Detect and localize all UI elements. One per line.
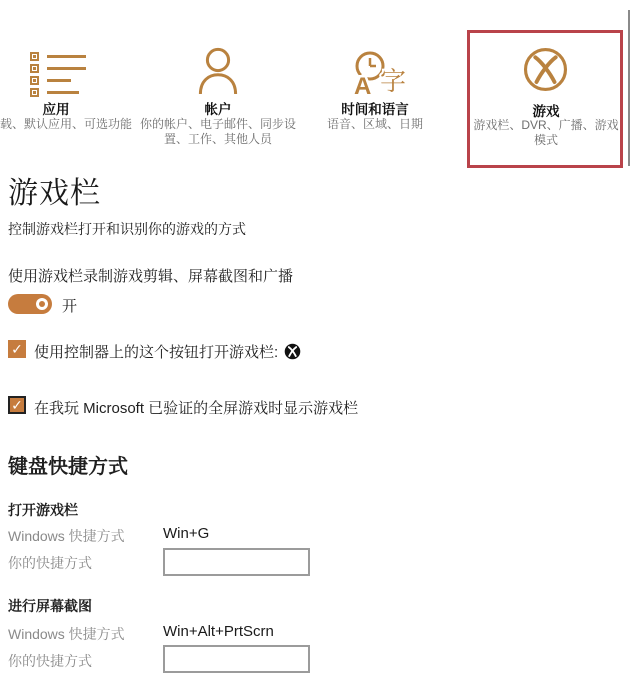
category-subtitle-apps: 载、默认应用、可选功能: [0, 117, 133, 131]
controller-checkbox-text: 使用控制器上的这个按钮打开游戏栏:: [34, 344, 279, 361]
category-label-accounts: 帐户: [204, 102, 232, 117]
record-setting-label: 使用游戏栏录制游戏剪辑、屏幕截图和广播: [8, 268, 294, 285]
game-bar-toggle[interactable]: [8, 294, 52, 314]
xbox-icon: [522, 46, 569, 93]
your-shortcut-label: 你的快捷方式: [8, 555, 92, 571]
open-game-bar-title: 打开游戏栏: [8, 502, 78, 518]
open-game-bar-shortcut-input[interactable]: [163, 548, 310, 576]
category-subtitle-gaming: 游戏栏、DVR、广播、游戏模式: [473, 118, 619, 147]
windows-shortcut-value: Win+Alt+PrtScrn: [163, 623, 274, 640]
page-title: 游戏栏: [8, 177, 101, 210]
category-label-gaming: 游戏: [532, 104, 560, 119]
windows-shortcut-value: Win+G: [163, 525, 210, 542]
windows-shortcut-label: Windows 快捷方式: [8, 626, 125, 642]
fullscreen-game-bar-checkbox[interactable]: ✓: [8, 396, 26, 414]
svg-text:A: A: [354, 73, 372, 98]
window-edge-divider: [628, 10, 630, 166]
page-description: 控制游戏栏打开和识别你的游戏的方式: [8, 221, 246, 237]
toggle-state-label: 开: [62, 298, 78, 315]
windows-shortcut-label: Windows 快捷方式: [8, 528, 125, 544]
fullscreen-checkbox-label: 在我玩 Microsoft 已验证的全屏游戏时显示游戏栏: [34, 400, 359, 417]
xbox-button-icon: [284, 343, 301, 360]
category-subtitle-accounts: 你的帐户、电子邮件、同步设置、工作、其他人员: [140, 117, 297, 146]
toggle-knob: [36, 298, 48, 310]
clock-language-icon: [350, 48, 408, 98]
person-icon: [194, 44, 242, 96]
take-screenshot-shortcut-input[interactable]: [163, 645, 310, 673]
svg-text:字: 字: [380, 66, 407, 96]
your-shortcut-label: 你的快捷方式: [8, 653, 92, 669]
apps-list-icon: [30, 52, 86, 96]
keyboard-shortcuts-heading: 键盘快捷方式: [8, 456, 128, 478]
category-label-time-language: 时间和语言: [341, 102, 409, 117]
category-label-apps: 应用: [42, 102, 70, 117]
take-screenshot-title: 进行屏幕截图: [8, 598, 92, 614]
controller-button-checkbox[interactable]: ✓: [8, 340, 26, 358]
controller-checkbox-label: [34, 341, 301, 362]
category-subtitle-time-language: 语音、区域、日期: [326, 117, 423, 131]
